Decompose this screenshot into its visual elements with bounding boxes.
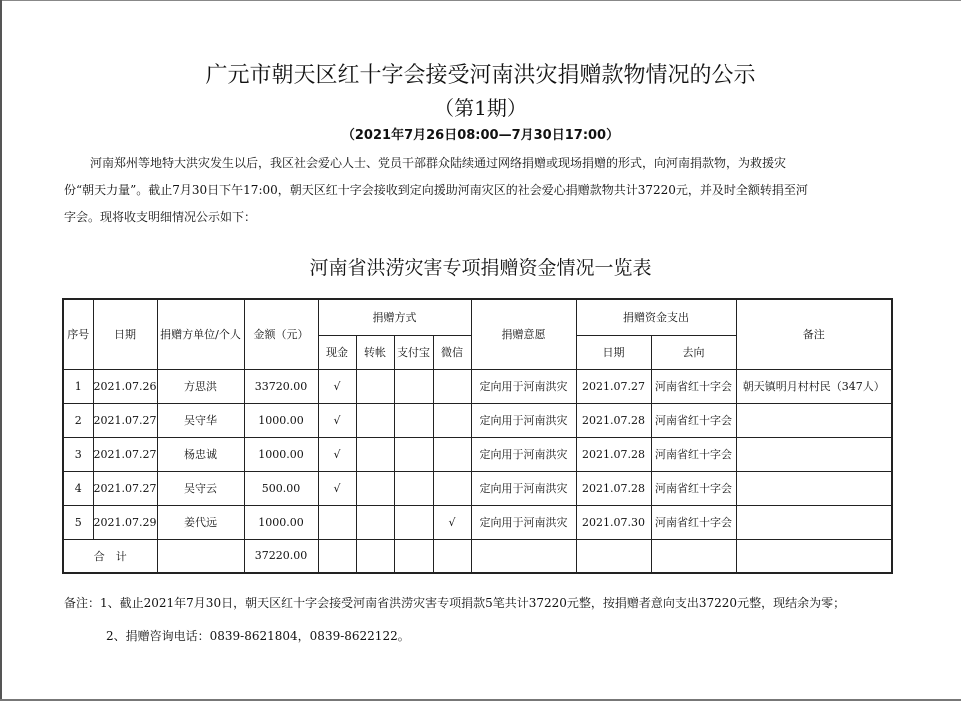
header-expense: 捐赠资金支出 bbox=[576, 299, 736, 335]
cell-donor: 吴守华 bbox=[157, 403, 244, 437]
cell-expense-date: 2021.07.28 bbox=[576, 437, 651, 471]
intro-paragraph bbox=[64, 150, 896, 230]
cell-cash bbox=[318, 505, 356, 539]
cell-alipay bbox=[394, 437, 433, 471]
cell-expense-date: 2021.07.30 bbox=[576, 505, 651, 539]
cell-wechat bbox=[433, 471, 471, 505]
cell-destination: 河南省红十字会 bbox=[651, 369, 736, 403]
cell-remark: 朝天镇明月村村民（347人） bbox=[736, 369, 892, 403]
cell-seq: 5 bbox=[63, 505, 93, 539]
total-empty bbox=[576, 539, 651, 573]
cell-alipay bbox=[394, 471, 433, 505]
cell-seq: 4 bbox=[63, 471, 93, 505]
table-title: 河南省洪涝灾害专项捐赠资金情况一览表 bbox=[309, 257, 652, 279]
header-alipay: 支付宝 bbox=[394, 335, 433, 369]
total-empty bbox=[356, 539, 394, 573]
table-row bbox=[63, 471, 892, 505]
cell-alipay bbox=[394, 505, 433, 539]
total-row bbox=[63, 539, 892, 573]
cell-destination: 河南省红十字会 bbox=[651, 471, 736, 505]
cell-amount: 33720.00 bbox=[244, 369, 318, 403]
total-empty bbox=[433, 539, 471, 573]
cell-donor: 姜代远 bbox=[157, 505, 244, 539]
cell-amount: 1000.00 bbox=[244, 437, 318, 471]
total-label: 合 计 bbox=[63, 539, 157, 573]
intro-line: 河南郑州等地特大洪灾发生以后，我区社会爱心人士、党员干部群众陆续通过网络捐赠或现场捐赠的形式，向河南捐款物，为救援灾 bbox=[90, 156, 787, 170]
issue-number: （第1期） bbox=[434, 96, 527, 120]
header-wechat: 微信 bbox=[433, 335, 471, 369]
document-title: 广元市朝天区红十字会接受河南洪灾捐赠款物情况的公示 bbox=[205, 63, 756, 88]
total-empty bbox=[318, 539, 356, 573]
total-empty bbox=[651, 539, 736, 573]
intro-line: 字会。现将收支明细情况公示如下： bbox=[64, 210, 257, 224]
header-method: 捐赠方式 bbox=[318, 299, 471, 335]
donation-table bbox=[62, 298, 893, 574]
cell-remark bbox=[736, 403, 892, 437]
cell-seq: 3 bbox=[63, 437, 93, 471]
table-row bbox=[63, 369, 892, 403]
header-seq: 序号 bbox=[63, 299, 93, 369]
cell-transfer bbox=[356, 369, 394, 403]
cell-alipay bbox=[394, 369, 433, 403]
cell-transfer bbox=[356, 437, 394, 471]
cell-amount: 500.00 bbox=[244, 471, 318, 505]
cell-expense-date: 2021.07.27 bbox=[576, 369, 651, 403]
cell-remark bbox=[736, 505, 892, 539]
table-row bbox=[63, 403, 892, 437]
cell-alipay bbox=[394, 403, 433, 437]
cell-destination: 河南省红十字会 bbox=[651, 437, 736, 471]
cell-date: 2021.07.26 bbox=[93, 369, 157, 403]
total-empty bbox=[157, 539, 244, 573]
header-destination: 去向 bbox=[651, 335, 736, 369]
cell-wechat bbox=[433, 369, 471, 403]
cell-amount: 1000.00 bbox=[244, 403, 318, 437]
total-empty bbox=[736, 539, 892, 573]
cell-transfer bbox=[356, 505, 394, 539]
cell-cash: √ bbox=[318, 471, 356, 505]
cell-date: 2021.07.27 bbox=[93, 471, 157, 505]
cell-donor: 吴守云 bbox=[157, 471, 244, 505]
cell-wechat bbox=[433, 403, 471, 437]
intro-clip bbox=[0, 0, 896, 230]
cell-cash: √ bbox=[318, 403, 356, 437]
table-header-row bbox=[63, 299, 892, 335]
cell-transfer bbox=[356, 471, 394, 505]
header-date: 日期 bbox=[93, 299, 157, 369]
cell-donor: 方思洪 bbox=[157, 369, 244, 403]
cell-date: 2021.07.27 bbox=[93, 437, 157, 471]
note-2: 2、捐赠咨询电话：0839-8621804，0839-8622122。 bbox=[106, 629, 410, 643]
header-transfer: 转帐 bbox=[356, 335, 394, 369]
cell-wechat bbox=[433, 437, 471, 471]
cell-cash: √ bbox=[318, 437, 356, 471]
cell-amount: 1000.00 bbox=[244, 505, 318, 539]
cell-intention: 定向用于河南洪灾 bbox=[471, 437, 576, 471]
header-amount: 金额（元） bbox=[244, 299, 318, 369]
cell-transfer bbox=[356, 403, 394, 437]
reporting-period: （2021年7月26日08:00—7月30日17:00） bbox=[341, 128, 620, 143]
cell-destination: 河南省红十字会 bbox=[651, 505, 736, 539]
header-remark: 备注 bbox=[736, 299, 892, 369]
cell-seq: 2 bbox=[63, 403, 93, 437]
cell-seq: 1 bbox=[63, 369, 93, 403]
intro-line: 份“朝天力量”。截止7月30日下午17:00，朝天区红十字会接收到定向援助河南灾区的社会爱心捐赠款物共计37220元，并及时全额转捐至河 bbox=[64, 183, 808, 197]
header-intention: 捐赠意愿 bbox=[471, 299, 576, 369]
total-empty bbox=[471, 539, 576, 573]
total-empty bbox=[394, 539, 433, 573]
table-row bbox=[63, 437, 892, 471]
cell-cash: √ bbox=[318, 369, 356, 403]
header-expense-date: 日期 bbox=[576, 335, 651, 369]
cell-date: 2021.07.29 bbox=[93, 505, 157, 539]
note-1: 备注：1、截止2021年7月30日，朝天区红十字会接受河南省洪涝灾害专项捐款5笔共计37220元整，按捐赠者意向支出37220元整，现结余为零； bbox=[64, 596, 846, 610]
cell-destination: 河南省红十字会 bbox=[651, 403, 736, 437]
cell-wechat: √ bbox=[433, 505, 471, 539]
table-row bbox=[63, 505, 892, 539]
header-donor: 捐赠方单位/个人 bbox=[157, 299, 244, 369]
cell-remark bbox=[736, 471, 892, 505]
cell-expense-date: 2021.07.28 bbox=[576, 471, 651, 505]
cell-intention: 定向用于河南洪灾 bbox=[471, 471, 576, 505]
cell-remark bbox=[736, 437, 892, 471]
header-cash: 现金 bbox=[318, 335, 356, 369]
cell-expense-date: 2021.07.28 bbox=[576, 403, 651, 437]
cell-date: 2021.07.27 bbox=[93, 403, 157, 437]
cell-intention: 定向用于河南洪灾 bbox=[471, 369, 576, 403]
total-amount: 37220.00 bbox=[244, 539, 318, 573]
cell-donor: 杨忠诚 bbox=[157, 437, 244, 471]
cell-intention: 定向用于河南洪灾 bbox=[471, 505, 576, 539]
cell-intention: 定向用于河南洪灾 bbox=[471, 403, 576, 437]
